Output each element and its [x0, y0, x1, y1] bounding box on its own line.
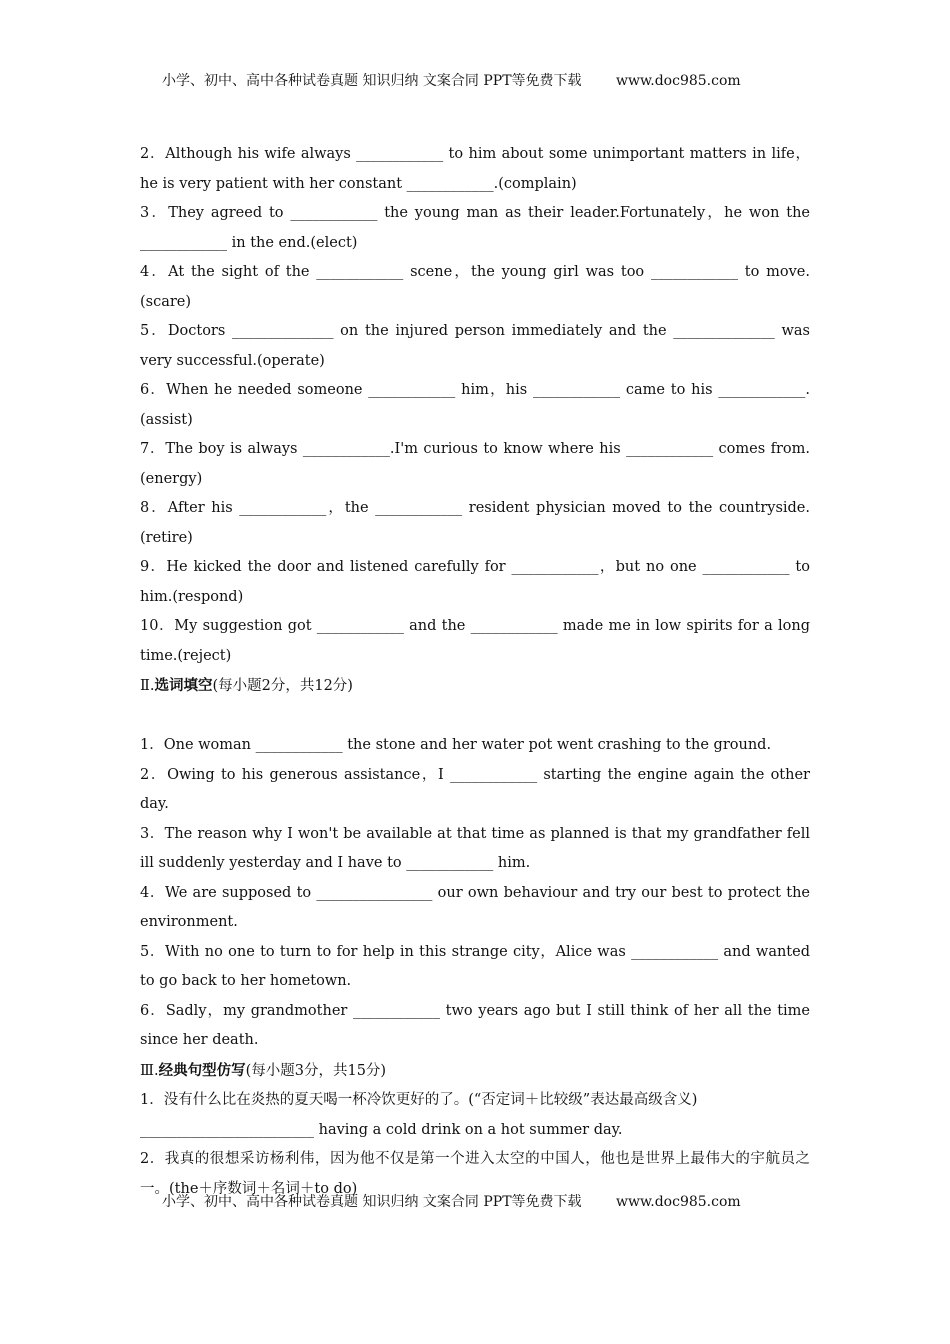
exercise-item: 2．Although his wife always ____________ to him about some unimportant matters in life，he is very patient with her constant ____________.(complain) — [140, 146, 810, 192]
section-2-items — [140, 731, 810, 1056]
exercise-item: 3．The reason why I won't be available at that time as planned is that my grandfather fell ill suddenly yesterday and I have to ____________ him. — [140, 825, 810, 871]
spacer — [140, 702, 810, 732]
exercise-item: 8．After his ____________，the ____________ resident physician moved to the countryside.(retire) — [140, 500, 810, 546]
exercise-item: 6．When he needed someone ____________ him，his ____________ came to his ____________.(assist) — [140, 382, 810, 428]
section-3-score: (每小题3分，共15分) — [245, 1062, 387, 1079]
section-3-number: Ⅲ. — [140, 1062, 159, 1079]
translation-question-1: 1．没有什么比在炎热的夏天喝一杯冷饮更好的了。(“否定词＋比较级”表达最高级含义) — [140, 1092, 698, 1108]
exercise-item: 4．We are supposed to ________________ our own behaviour and try our best to protect the environment. — [140, 884, 810, 930]
exercise-item: 7．The boy is always ____________.I'm curious to know where his ____________ comes from.(energy) — [140, 441, 810, 487]
exercise-item: 2．Owing to his generous assistance，I ____________ starting the engine again the other day. — [140, 766, 810, 812]
header-text: 小学、初中、高中各种试卷真题 知识归纳 文案合同 PPT等免费下载 — [162, 73, 582, 89]
document-body — [140, 140, 810, 1204]
footer-text: 小学、初中、高中各种试卷真题 知识归纳 文案合同 PPT等免费下载 — [162, 1194, 582, 1210]
translation-answer-1: ________________________ having a cold drink on a hot summer day. — [140, 1121, 623, 1138]
page-header — [162, 70, 802, 90]
section-1-items — [140, 140, 810, 671]
exercise-item: 9．He kicked the door and listened carefully for ____________，but no one ____________ to him.(respond) — [140, 559, 810, 605]
header-site-link[interactable]: www.doc985.com — [615, 73, 741, 89]
section-2-score: (每小题2分，共12分) — [212, 678, 353, 694]
footer-site-link[interactable]: www.doc985.com — [615, 1194, 741, 1210]
exercise-item: 3．They agreed to ____________ the young man as their leader.Fortunately，he won the ____________ in the end.(elect) — [140, 205, 810, 251]
exercise-item: 1．One woman ____________ the stone and her water pot went crashing to the ground. — [140, 737, 772, 753]
exercise-item: 4．At the sight of the ____________ scene，the young girl was too ____________ to move.(scare) — [140, 264, 810, 310]
exercise-item: 5．With no one to turn to for help in this strange city，Alice was ____________ and wanted to go back to her hometown. — [140, 943, 810, 989]
exercise-item: 10．My suggestion got ____________ and the ____________ made me in low spirits for a long time.(reject) — [140, 618, 810, 664]
exercise-item: 6．Sadly，my grandmother ____________ two years ago but I still think of her all the time since her death. — [140, 1002, 810, 1048]
section-2-heading — [140, 671, 810, 702]
section-2-number: Ⅱ. — [140, 678, 155, 694]
section-3-title: 经典句型仿写 — [158, 1061, 246, 1079]
section-3-heading — [140, 1056, 810, 1087]
page-footer — [162, 1191, 802, 1211]
exercise-item: 5．Doctors ______________ on the injured person immediately and the ______________ was very successful.(operate) — [140, 323, 810, 369]
translation-question-2: 2．我真的很想采访杨利伟，因为他不仅是第一个进入太空的中国人，他也是世界上最伟大的宇航员之一。(the＋序数词＋名词＋to do) — [140, 1151, 810, 1197]
section-2-title: 选词填空 — [154, 677, 213, 694]
